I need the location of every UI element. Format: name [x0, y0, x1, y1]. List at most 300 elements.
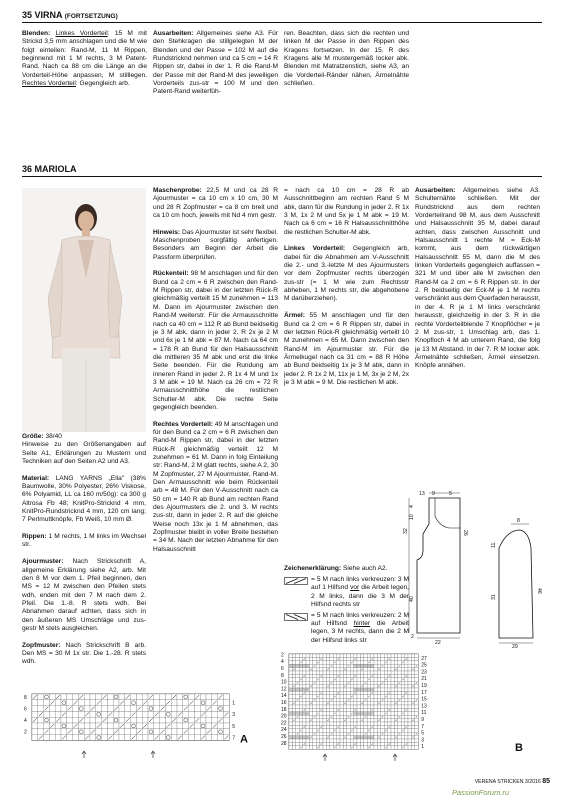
chart-cell: [354, 715, 357, 718]
chart-cell: [177, 729, 183, 735]
chart-cell: [330, 688, 333, 691]
chart-cell: [357, 685, 360, 688]
chart-cell: [381, 691, 384, 694]
chart-cell: [320, 729, 323, 732]
chart-cell: [323, 698, 326, 701]
chart-cell: [354, 661, 357, 664]
chart-cell: [343, 739, 346, 742]
chart-cell: [384, 674, 387, 677]
chart-cell: [303, 681, 306, 684]
chart-cell: [306, 698, 309, 701]
chart-cell: [333, 715, 336, 718]
chart-cell: [320, 736, 323, 739]
chart-cell: [357, 671, 360, 674]
chart-cell: [388, 661, 391, 664]
chart-cell: [360, 712, 363, 715]
chart-cell: [309, 678, 312, 681]
chart-b-grid: [281, 650, 547, 765]
chart-cell: [32, 706, 38, 712]
chart-cell: [303, 661, 306, 664]
chart-cell: [405, 722, 408, 725]
virna-column-1: [22, 30, 147, 97]
chart-cell: [299, 712, 302, 715]
chart-cell: [347, 695, 350, 698]
chart-cell: [292, 681, 295, 684]
chart-cell: [350, 708, 353, 711]
chart-cell: [340, 698, 343, 701]
chart-cell: [223, 723, 229, 729]
repeat-arrow-icon: [82, 751, 86, 758]
chart-cell: [38, 694, 44, 700]
chart-cell: [323, 736, 326, 739]
dim-label: 10: [409, 514, 415, 520]
chart-cell: [292, 661, 295, 664]
chart-cell: [340, 671, 343, 674]
chart-cell: [357, 678, 360, 681]
chart-cell: [306, 729, 309, 732]
paragraph: : Gegengleich arb.: [75, 80, 130, 88]
chart-cell: [171, 711, 177, 717]
chart-cell: [411, 705, 414, 708]
chart-cell: [323, 746, 326, 749]
row-number: 8: [24, 694, 27, 701]
chart-cell: [405, 695, 408, 698]
label: Rückenteil:: [153, 270, 189, 278]
chart-cell: [354, 739, 357, 742]
chart-cell: [347, 678, 350, 681]
chart-cell: [347, 668, 350, 671]
chart-cell: [360, 688, 363, 691]
chart-cell: [364, 736, 367, 739]
chart-cell: [292, 664, 295, 667]
chart-cell: [200, 694, 206, 700]
chart-cell: [303, 668, 306, 671]
chart-cell: [296, 725, 299, 728]
chart-cell: [296, 702, 299, 705]
chart-cell: [364, 742, 367, 745]
chart-cell: [374, 695, 377, 698]
label: Material:: [22, 474, 50, 482]
chart-cell: [384, 742, 387, 745]
paragraph: Siehe auch A2.: [343, 565, 388, 572]
chart-cell: [299, 705, 302, 708]
chart-cell: [113, 735, 119, 741]
chart-cell: [313, 678, 316, 681]
chart-cell: [384, 654, 387, 657]
chart-cell: [381, 736, 384, 739]
chart-cell: [306, 708, 309, 711]
chart-cell: [415, 695, 418, 698]
chart-cell: [340, 695, 343, 698]
chart-cell: [401, 702, 404, 705]
chart-cell: [340, 732, 343, 735]
chart-cell: [177, 723, 183, 729]
chart-cell: [364, 705, 367, 708]
chart-cell: [316, 719, 319, 722]
chart-cell: [340, 691, 343, 694]
chart-cell: [371, 705, 374, 708]
chart-cell: [360, 695, 363, 698]
chart-cell: [84, 717, 90, 723]
chart-cell: [354, 688, 357, 691]
chart-cell: [306, 671, 309, 674]
chart-cell: [350, 681, 353, 684]
chart-cell: [171, 735, 177, 741]
chart-cell: [343, 715, 346, 718]
dim-label: 22: [435, 640, 441, 646]
chart-cell: [303, 705, 306, 708]
chart-cell: [223, 706, 229, 712]
chart-cell: [377, 691, 380, 694]
chart-cell: [343, 712, 346, 715]
chart-cell: [364, 671, 367, 674]
chart-cell: [337, 661, 340, 664]
chart-cell: [354, 664, 357, 667]
chart-cell: [374, 688, 377, 691]
chart-cell: [347, 657, 350, 660]
chart-cell: [388, 654, 391, 657]
chart-cell: [384, 736, 387, 739]
chart-cell: [136, 711, 142, 717]
chart-cell: [306, 661, 309, 664]
row-number: 14: [281, 693, 287, 700]
chart-cell: [401, 664, 404, 667]
dim-label: 40: [409, 596, 415, 602]
chart-cell: [377, 678, 380, 681]
chart-cell: [377, 698, 380, 701]
chart-cell: [306, 705, 309, 708]
chart-cell: [411, 688, 414, 691]
paragraph: Nach Strickschrift B arb. Den MS = 30 M 1x str. Die 1.-28. R stets wdh.: [22, 641, 146, 666]
row-number: 10: [281, 679, 287, 686]
chart-cell: [384, 732, 387, 735]
chart-cell: [347, 736, 350, 739]
chart-cell: [411, 691, 414, 694]
repeat-arrow-icon: [323, 754, 327, 761]
chart-cell: [154, 706, 160, 712]
label: Hinweis:: [153, 228, 181, 236]
chart-cell: [398, 705, 401, 708]
dim-label: 29: [512, 644, 518, 650]
label: Zopfmuster:: [22, 641, 61, 649]
chart-cell: [309, 732, 312, 735]
chart-cell: [55, 729, 61, 735]
label: Größe:: [22, 433, 44, 440]
chart-cell: [381, 729, 384, 732]
chart-cell: [364, 657, 367, 660]
chart-cell: [292, 725, 295, 728]
chart-cell: [377, 725, 380, 728]
chart-cell: [367, 732, 370, 735]
chart-cell: [350, 657, 353, 660]
chart-cell: [388, 698, 391, 701]
chart-cell: [388, 746, 391, 749]
chart-cell: [154, 694, 160, 700]
chart-label: A: [240, 733, 248, 746]
chart-cell: [357, 708, 360, 711]
chart-cell: [408, 702, 411, 705]
chart-cell: [323, 739, 326, 742]
chart-cell: [367, 657, 370, 660]
chart-cell: [384, 705, 387, 708]
chart-cell: [408, 732, 411, 735]
chart-cell: [296, 729, 299, 732]
chart-cell: [343, 732, 346, 735]
chart-cell: [165, 694, 171, 700]
dim-label: 5: [449, 491, 452, 497]
chart-cell: [350, 719, 353, 722]
label: Rechtes Vorderteil:: [153, 420, 213, 428]
chart-cell: [337, 712, 340, 715]
chart-cell: [384, 725, 387, 728]
chart-cell: [292, 691, 295, 694]
chart-cell: [394, 715, 397, 718]
row-number: 5: [421, 730, 424, 737]
chart-cell: [55, 706, 61, 712]
chart-cell: [218, 700, 224, 706]
chart-cell: [411, 695, 414, 698]
chart-cell: [340, 729, 343, 732]
chart-cell: [160, 694, 166, 700]
chart-cell: [384, 719, 387, 722]
mariola-column-4: [415, 187, 540, 379]
chart-cell: [299, 732, 302, 735]
chart-cell: [73, 706, 79, 712]
chart-cell: [84, 694, 90, 700]
chart-cell: [343, 705, 346, 708]
chart-cell: [381, 678, 384, 681]
chart-cell: [320, 668, 323, 671]
chart-cell: [326, 664, 329, 667]
chart-cell: [299, 685, 302, 688]
chart-cell: [309, 657, 312, 660]
chart-cell: [330, 695, 333, 698]
chart-cell: [292, 688, 295, 691]
chart-cell: [364, 661, 367, 664]
chart-cell: [309, 695, 312, 698]
chart-cell: [323, 674, 326, 677]
chart-cell: [320, 654, 323, 657]
chart-cell: [296, 708, 299, 711]
chart-cell: [90, 694, 96, 700]
chart-cell: [292, 698, 295, 701]
chart-cell: [405, 698, 408, 701]
chart-label: B: [515, 742, 523, 755]
chart-cell: [306, 678, 309, 681]
chart-cell: [119, 706, 125, 712]
row-number: 27: [421, 655, 427, 662]
chart-cell: [354, 678, 357, 681]
chart-cell: [405, 729, 408, 732]
section-title: 35 VIRNA: [22, 10, 63, 20]
chart-cell: [289, 688, 292, 691]
chart-cell: [102, 711, 108, 717]
chart-cell: [142, 717, 148, 723]
cable-left-front-icon: [284, 577, 308, 585]
chart-cell: [398, 712, 401, 715]
chart-cell: [333, 742, 336, 745]
chart-cell: [350, 736, 353, 739]
chart-cell: [32, 700, 38, 706]
chart-cell: [401, 668, 404, 671]
chart-cell: [357, 674, 360, 677]
mariola-column-3: [284, 187, 409, 396]
label: Zeichenerklärung:: [284, 565, 342, 572]
chart-cell: [415, 654, 418, 657]
chart-cell: [96, 729, 102, 735]
chart-cell: [398, 657, 401, 660]
chart-cell: [337, 732, 340, 735]
chart-cell: [306, 719, 309, 722]
chart-cell: [323, 671, 326, 674]
chart-cell: [408, 746, 411, 749]
chart-cell: [401, 739, 404, 742]
chart-cell: [408, 671, 411, 674]
chart-cell: [398, 661, 401, 664]
chart-cell: [415, 688, 418, 691]
chart-cell: [391, 671, 394, 674]
chart-cell: [78, 723, 84, 729]
chart-cell: [316, 732, 319, 735]
chart-cell: [333, 654, 336, 657]
chart-cell: [212, 735, 218, 741]
chart-cell: [354, 668, 357, 671]
chart-cell: [391, 725, 394, 728]
chart-cell: [360, 725, 363, 728]
chart-cell: [333, 657, 336, 660]
chart-cell: [313, 661, 316, 664]
chart-cell: [289, 657, 292, 660]
chart-cell: [398, 691, 401, 694]
paragraph: = nach ca 10 cm = 28 R ab Ausschnittbeginn am rechten Rand 5 M abk, dann für die Rundung in jeder 2. R 1x 3 M, 1x 2 M und 5x je 1 M abk = 19 M. Nach ca 6 cm = 16 R Halsausschnitthöhe die restlichen Schulter-M abk.: [284, 187, 409, 236]
chart-cell: [333, 664, 336, 667]
chart-cell: [354, 736, 357, 739]
virna-column-2: [153, 30, 278, 105]
section-title: 36 MARIOLA: [22, 164, 77, 174]
chart-cell: [350, 698, 353, 701]
chart-cell: [340, 657, 343, 660]
chart-cell: [326, 661, 329, 664]
chart-cell: [292, 708, 295, 711]
chart-cell: [320, 702, 323, 705]
chart-cell: [364, 746, 367, 749]
chart-cell: [374, 732, 377, 735]
chart-cell: [364, 685, 367, 688]
chart-cell: [347, 661, 350, 664]
chart-cell: [408, 691, 411, 694]
chart-cell: [330, 691, 333, 694]
chart-cell: [309, 708, 312, 711]
chart-cell: [405, 664, 408, 667]
chart-cell: [337, 695, 340, 698]
chart-cell: [411, 712, 414, 715]
chart-cell: [299, 702, 302, 705]
watermark: PassionForum.ru: [452, 788, 510, 797]
emphasis: vor: [350, 584, 360, 592]
chart-cell: [337, 705, 340, 708]
chart-cell: [289, 715, 292, 718]
chart-cell: [289, 705, 292, 708]
chart-cell: [377, 708, 380, 711]
chart-cell: [309, 722, 312, 725]
chart-cell: [398, 702, 401, 705]
chart-cell: [323, 691, 326, 694]
chart-cell: [160, 717, 166, 723]
chart-cell: [326, 715, 329, 718]
section-subtitle: (FORTSETZUNG): [64, 13, 118, 20]
chart-cell: [381, 674, 384, 677]
chart-cell: [367, 685, 370, 688]
chart-cell: [306, 712, 309, 715]
chart-cell: [415, 671, 418, 674]
chart-cell: [340, 685, 343, 688]
chart-cell: [343, 674, 346, 677]
chart-cell: [371, 671, 374, 674]
chart-cell: [357, 746, 360, 749]
chart-cell: [401, 742, 404, 745]
chart-cell: [398, 746, 401, 749]
chart-cell: [415, 702, 418, 705]
row-number: 3: [421, 737, 424, 744]
chart-cell: [384, 664, 387, 667]
chart-cell: [401, 736, 404, 739]
chart-cell: [303, 729, 306, 732]
chart-cell: [303, 715, 306, 718]
chart-cell: [381, 657, 384, 660]
chart-cell: [415, 719, 418, 722]
chart-cell: [313, 746, 316, 749]
chart-cell: [309, 725, 312, 728]
chart-cell: [388, 671, 391, 674]
chart-cell: [292, 729, 295, 732]
chart-cell: [367, 691, 370, 694]
paragraph: LANG YARNS „Ella" (38% Baumwolle, 30% Polyester, 26% Viskose, 6% Polyamid, LL ca 160 m/50g): ca 300 g Altrosa Fb 48; KnitPro-Stricknd 4 mm, KnitPro-Rundstricknd 4 mm, 120 cm lang; 7 Perlmuttknöpfe, Fb Weiß, 10 mm Ø.: [22, 474, 146, 524]
chart-cell: [320, 722, 323, 725]
chart-cell: [377, 695, 380, 698]
row-number: 8: [281, 672, 284, 679]
chart-cell: [367, 719, 370, 722]
chart-cell: [367, 688, 370, 691]
chart-cell: [398, 668, 401, 671]
chart-cell: [394, 681, 397, 684]
chart-cell: [394, 691, 397, 694]
chart-cell: [299, 674, 302, 677]
chart-cell: [292, 705, 295, 708]
chart-cell: [360, 657, 363, 660]
chart-cell: [357, 661, 360, 664]
chart-cell: [326, 674, 329, 677]
chart-cell: [299, 736, 302, 739]
chart-cell: [394, 661, 397, 664]
chart-cell: [148, 723, 154, 729]
chart-cell: [347, 739, 350, 742]
chart-cell: [61, 717, 67, 723]
chart-cell: [84, 700, 90, 706]
model-illustration: [22, 188, 146, 432]
chart-cell: [323, 702, 326, 705]
chart-cell: [296, 654, 299, 657]
chart-cell: [374, 661, 377, 664]
chart-cell: [326, 698, 329, 701]
chart-cell: [303, 719, 306, 722]
chart-cell: [73, 729, 79, 735]
chart-cell: [296, 668, 299, 671]
chart-cell: [316, 657, 319, 660]
chart-cell: [136, 723, 142, 729]
row-number: 12: [281, 686, 287, 693]
chart-cell: [313, 722, 316, 725]
chart-cell: [32, 711, 38, 717]
